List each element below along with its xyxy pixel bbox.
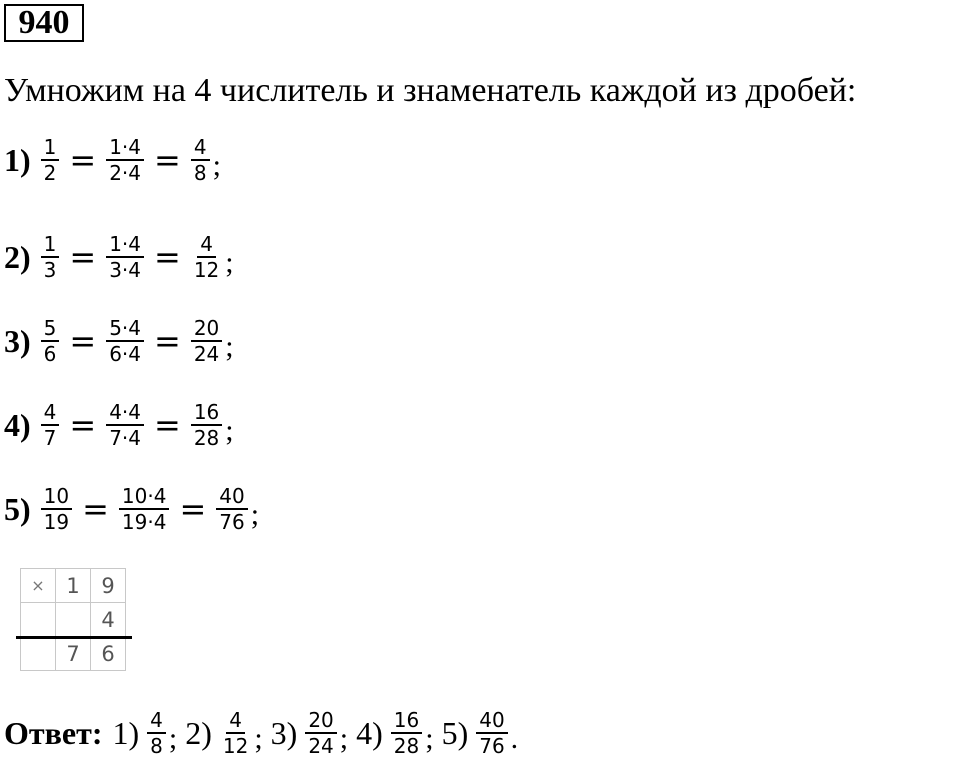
answer-fraction bbox=[220, 708, 251, 758]
multiplication-calc bbox=[20, 568, 126, 671]
numerator: 10·4 bbox=[119, 484, 170, 510]
fraction-original bbox=[41, 316, 60, 366]
fraction-result bbox=[191, 232, 222, 282]
denominator: 8 bbox=[150, 734, 163, 758]
answer-separator: ; bbox=[425, 722, 434, 755]
numerator: 20 bbox=[191, 316, 222, 342]
fraction-original bbox=[41, 400, 60, 450]
calc-cell bbox=[21, 603, 56, 637]
answer-item-5 bbox=[442, 708, 519, 758]
equals-sign: = bbox=[69, 406, 97, 444]
calc-cell: 9 bbox=[91, 569, 126, 603]
semicolon: ; bbox=[225, 246, 234, 279]
calc-rule bbox=[16, 636, 132, 639]
equals-sign: = bbox=[154, 322, 181, 360]
denominator: 3·4 bbox=[109, 258, 142, 282]
denominator: 7 bbox=[43, 426, 57, 450]
numerator: 5 bbox=[41, 316, 60, 342]
equation-4 bbox=[4, 400, 234, 450]
numerator: 4 bbox=[147, 708, 166, 734]
denominator: 28 bbox=[193, 426, 220, 450]
fraction-result bbox=[191, 400, 222, 450]
denominator: 7·4 bbox=[109, 426, 142, 450]
denominator: 19·4 bbox=[121, 510, 167, 534]
denominator: 19 bbox=[43, 510, 70, 534]
equation-label: 3) bbox=[4, 322, 31, 359]
equation-3 bbox=[4, 316, 234, 366]
numerator: 10 bbox=[41, 484, 72, 510]
fraction-multiplied bbox=[119, 484, 170, 534]
fraction-result bbox=[216, 484, 247, 534]
semicolon: ; bbox=[225, 414, 234, 447]
calc-grid bbox=[20, 568, 126, 671]
numerator: 1 bbox=[41, 135, 60, 161]
intro-text: Умножим на 4 числитель и знаменатель каждой из дробей: bbox=[4, 72, 857, 109]
numerator: 4·4 bbox=[106, 400, 144, 426]
answer-item-3 bbox=[271, 708, 348, 758]
equals-sign: = bbox=[82, 490, 109, 528]
numerator: 1 bbox=[41, 232, 60, 258]
denominator: 8 bbox=[193, 161, 207, 185]
equation-label: 2) bbox=[4, 238, 31, 275]
fraction-original bbox=[41, 135, 60, 185]
numerator: 1·4 bbox=[106, 135, 144, 161]
fraction-result bbox=[191, 135, 210, 185]
calc-cell: × bbox=[21, 569, 56, 603]
denominator: 76 bbox=[479, 734, 505, 758]
calc-cell: 1 bbox=[56, 569, 91, 603]
numerator: 5·4 bbox=[106, 316, 144, 342]
denominator: 2 bbox=[43, 161, 57, 185]
answer-separator: . bbox=[510, 722, 519, 755]
answer-items bbox=[112, 708, 526, 758]
calc-cell bbox=[56, 603, 91, 637]
numerator: 4 bbox=[226, 708, 245, 734]
answer-label: 1) bbox=[112, 714, 140, 751]
denominator: 6 bbox=[43, 342, 57, 366]
fraction-multiplied bbox=[106, 400, 144, 450]
answer-fraction bbox=[305, 708, 336, 758]
numerator: 40 bbox=[216, 484, 247, 510]
equation-label: 4) bbox=[4, 406, 31, 443]
calc-row bbox=[21, 569, 126, 603]
calc-row bbox=[21, 603, 126, 637]
equals-sign: = bbox=[154, 238, 181, 276]
fraction-result bbox=[191, 316, 222, 366]
semicolon: ; bbox=[225, 330, 234, 363]
equation-1 bbox=[4, 135, 221, 185]
answer-fraction bbox=[476, 708, 507, 758]
calc-row bbox=[21, 637, 126, 671]
answer-separator: ; bbox=[168, 722, 178, 755]
equals-sign: = bbox=[179, 490, 207, 528]
equals-sign: = bbox=[69, 238, 97, 276]
numerator: 16 bbox=[391, 708, 422, 734]
equals-sign: = bbox=[69, 322, 97, 360]
fraction-original bbox=[41, 232, 60, 282]
answer-item-1 bbox=[112, 708, 177, 758]
calc-cell: 4 bbox=[91, 603, 126, 637]
fraction-multiplied bbox=[106, 135, 144, 185]
denominator: 28 bbox=[393, 734, 420, 758]
denominator: 24 bbox=[193, 342, 220, 366]
calc-cell: 7 bbox=[56, 637, 91, 671]
calc-cell bbox=[21, 637, 56, 671]
denominator: 12 bbox=[193, 258, 220, 282]
denominator: 6·4 bbox=[109, 342, 142, 366]
answer-fraction bbox=[391, 708, 422, 758]
denominator: 76 bbox=[219, 510, 245, 534]
denominator: 12 bbox=[222, 734, 249, 758]
numerator: 1·4 bbox=[106, 232, 144, 258]
answer-item-2 bbox=[185, 708, 262, 758]
equation-label: 1) bbox=[4, 141, 31, 178]
calc-cell: 6 bbox=[91, 637, 126, 671]
fraction-multiplied bbox=[106, 232, 144, 282]
answer-separator: ; bbox=[254, 722, 263, 755]
answer-label: 2) bbox=[185, 714, 212, 751]
equation-label: 5) bbox=[4, 490, 31, 527]
semicolon: ; bbox=[212, 149, 221, 182]
equals-sign: = bbox=[154, 406, 181, 444]
answer-line bbox=[4, 708, 526, 758]
answer-fraction bbox=[147, 708, 166, 758]
denominator: 2·4 bbox=[109, 161, 142, 185]
numerator: 40 bbox=[476, 708, 507, 734]
numerator: 4 bbox=[197, 232, 216, 258]
answer-title: Ответ: bbox=[4, 714, 103, 751]
equals-sign: = bbox=[69, 141, 97, 179]
answer-separator: ; bbox=[339, 722, 349, 755]
answer-label: 4) bbox=[356, 714, 383, 751]
task-number: 940 bbox=[4, 4, 84, 42]
fraction-multiplied bbox=[106, 316, 144, 366]
denominator: 3 bbox=[43, 258, 57, 282]
answer-item-4 bbox=[356, 708, 433, 758]
denominator: 24 bbox=[308, 734, 334, 758]
numerator: 16 bbox=[191, 400, 222, 426]
equation-5 bbox=[4, 484, 259, 534]
fraction-original bbox=[41, 484, 72, 534]
equation-2 bbox=[4, 232, 234, 282]
numerator: 4 bbox=[41, 400, 60, 426]
answer-label: 5) bbox=[441, 714, 469, 751]
numerator: 4 bbox=[191, 135, 210, 161]
answer-label: 3) bbox=[270, 714, 298, 751]
numerator: 20 bbox=[305, 708, 336, 734]
equals-sign: = bbox=[154, 141, 181, 179]
semicolon: ; bbox=[250, 498, 260, 531]
